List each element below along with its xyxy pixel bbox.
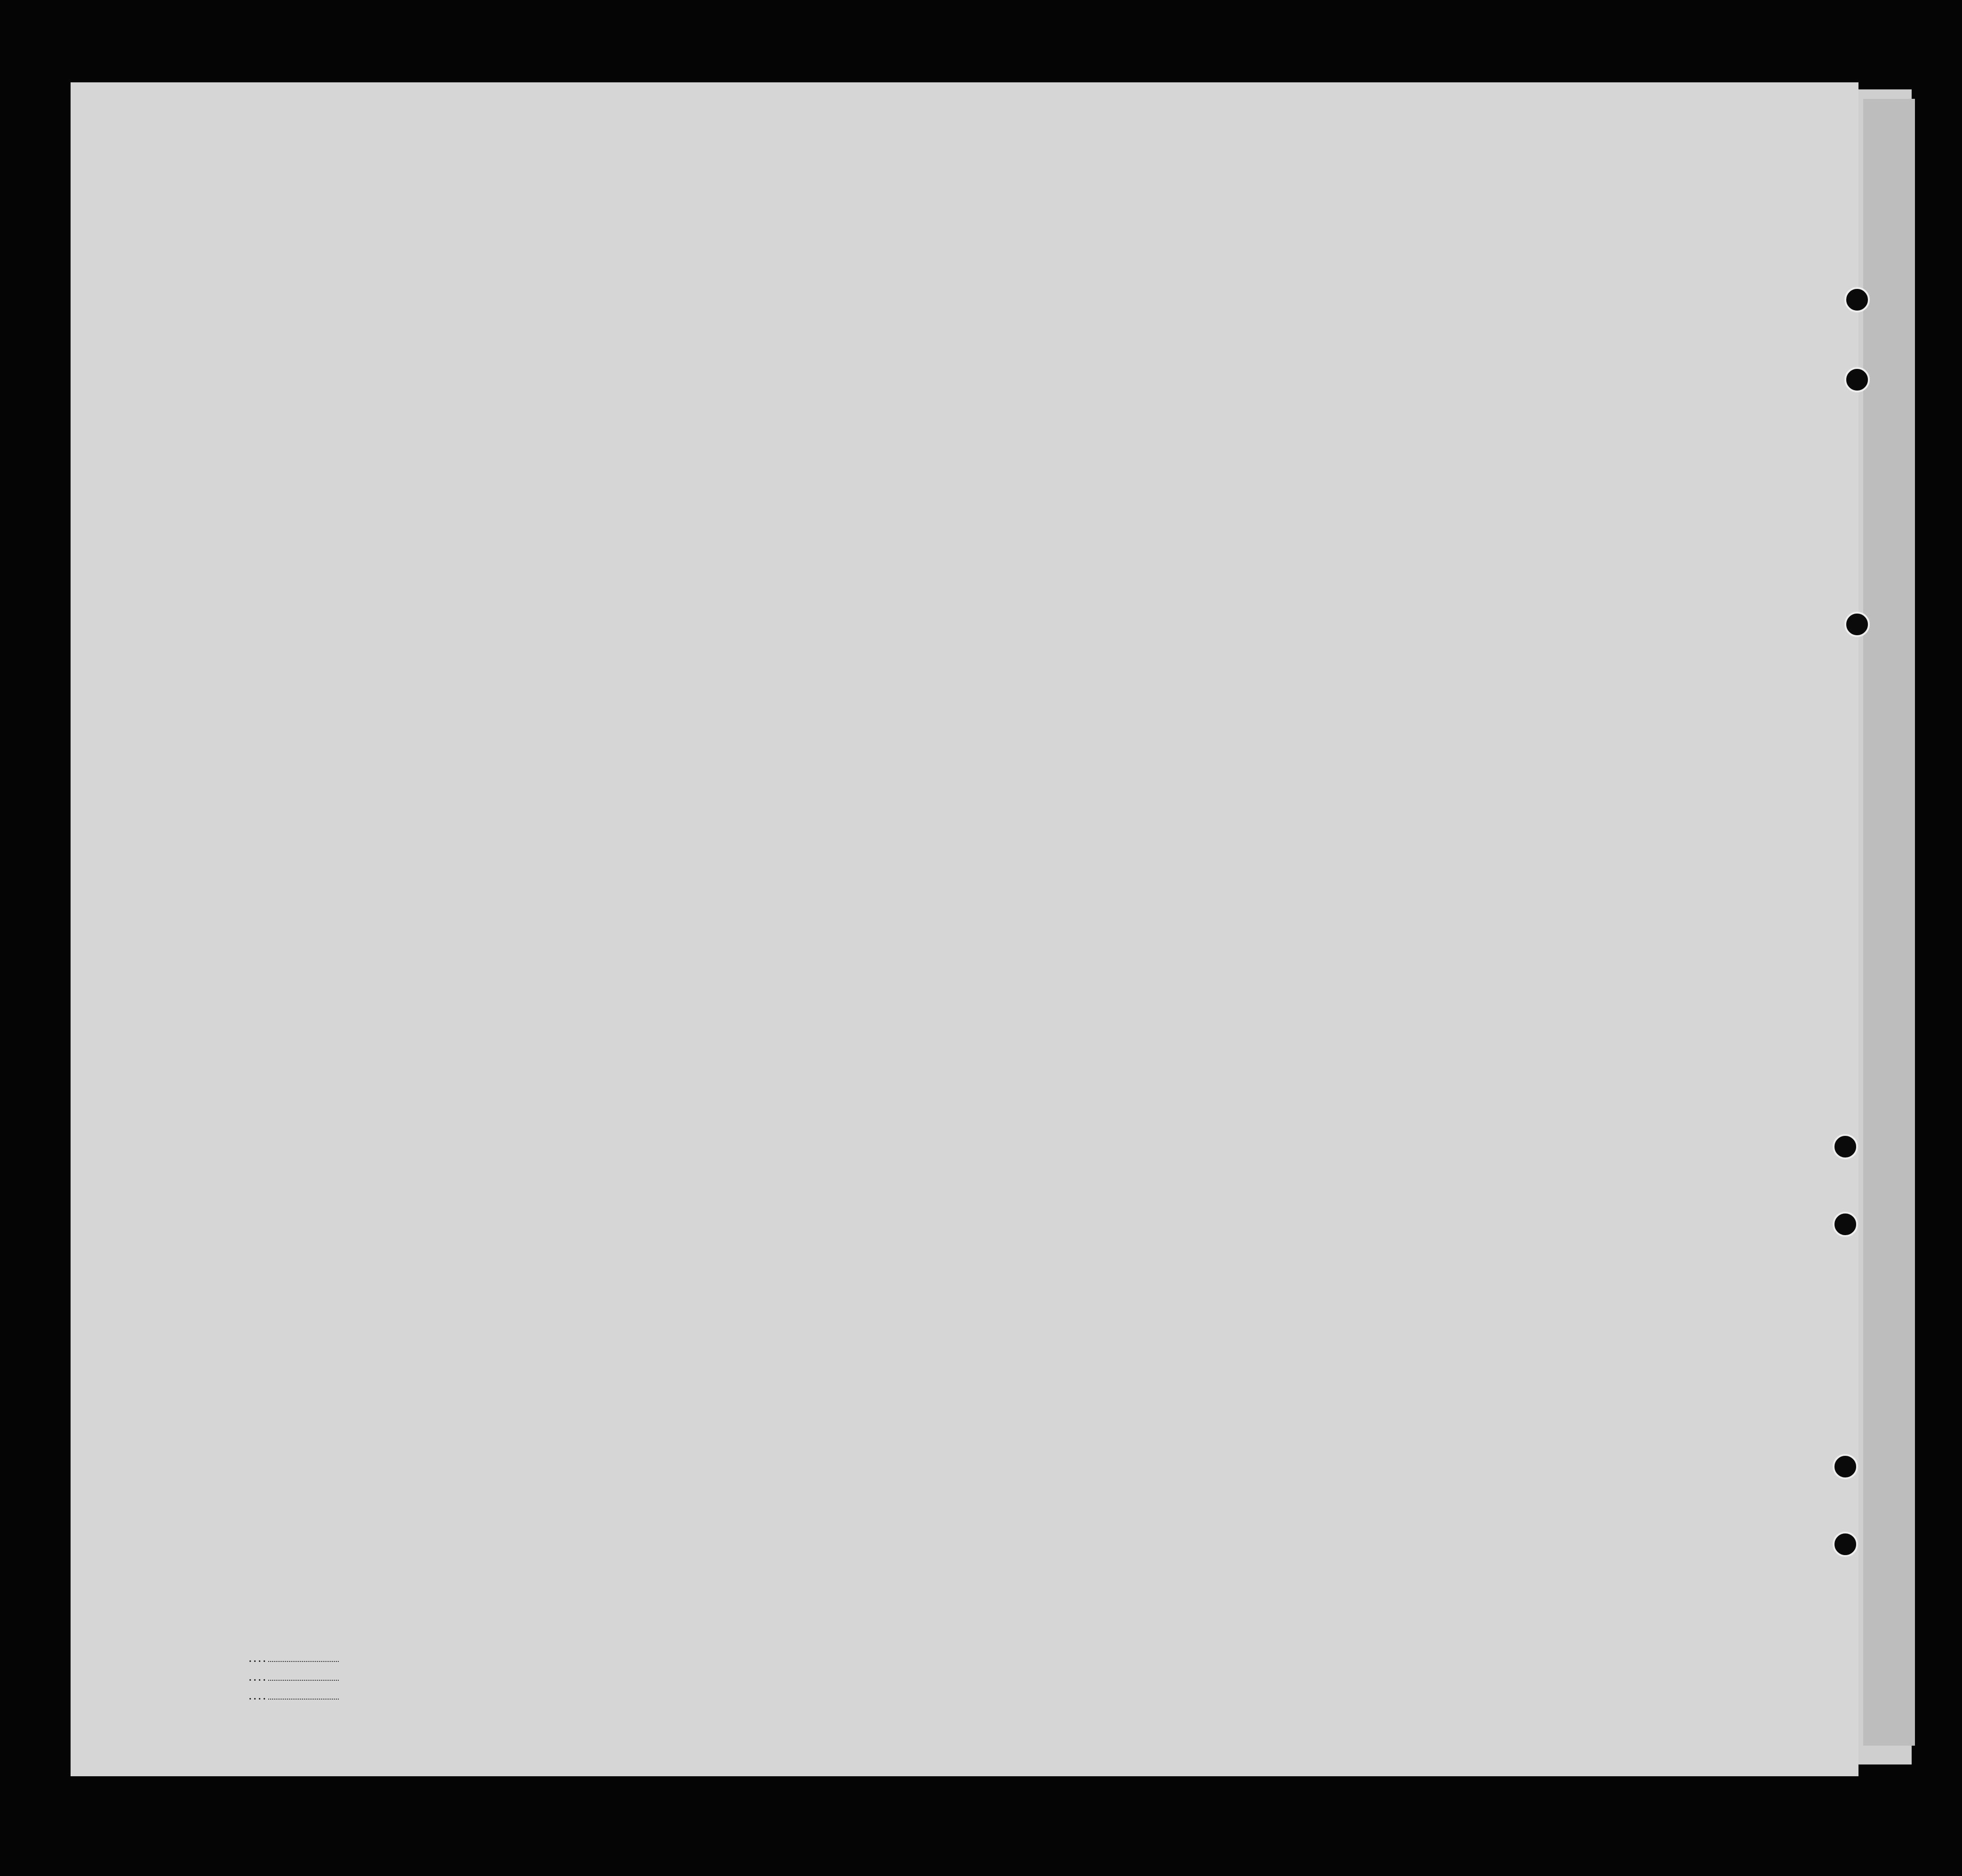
punch-hole — [1833, 1134, 1858, 1159]
footer-us-citizens: . . . . — [249, 1673, 339, 1684]
punch-hole — [1833, 1532, 1858, 1557]
footer-total-passengers: . . . . — [249, 1654, 339, 1665]
punch-hole — [1833, 1454, 1858, 1479]
manifest-grid — [71, 82, 1858, 1776]
punch-hole — [1844, 612, 1870, 637]
underlying-sheet-edge — [1863, 99, 1915, 1746]
punch-hole — [1833, 1212, 1858, 1237]
manifest-page — [71, 82, 1858, 1776]
punch-hole — [1844, 287, 1870, 312]
punch-hole — [1844, 367, 1870, 392]
footer-aliens: . . . . — [249, 1692, 339, 1702]
